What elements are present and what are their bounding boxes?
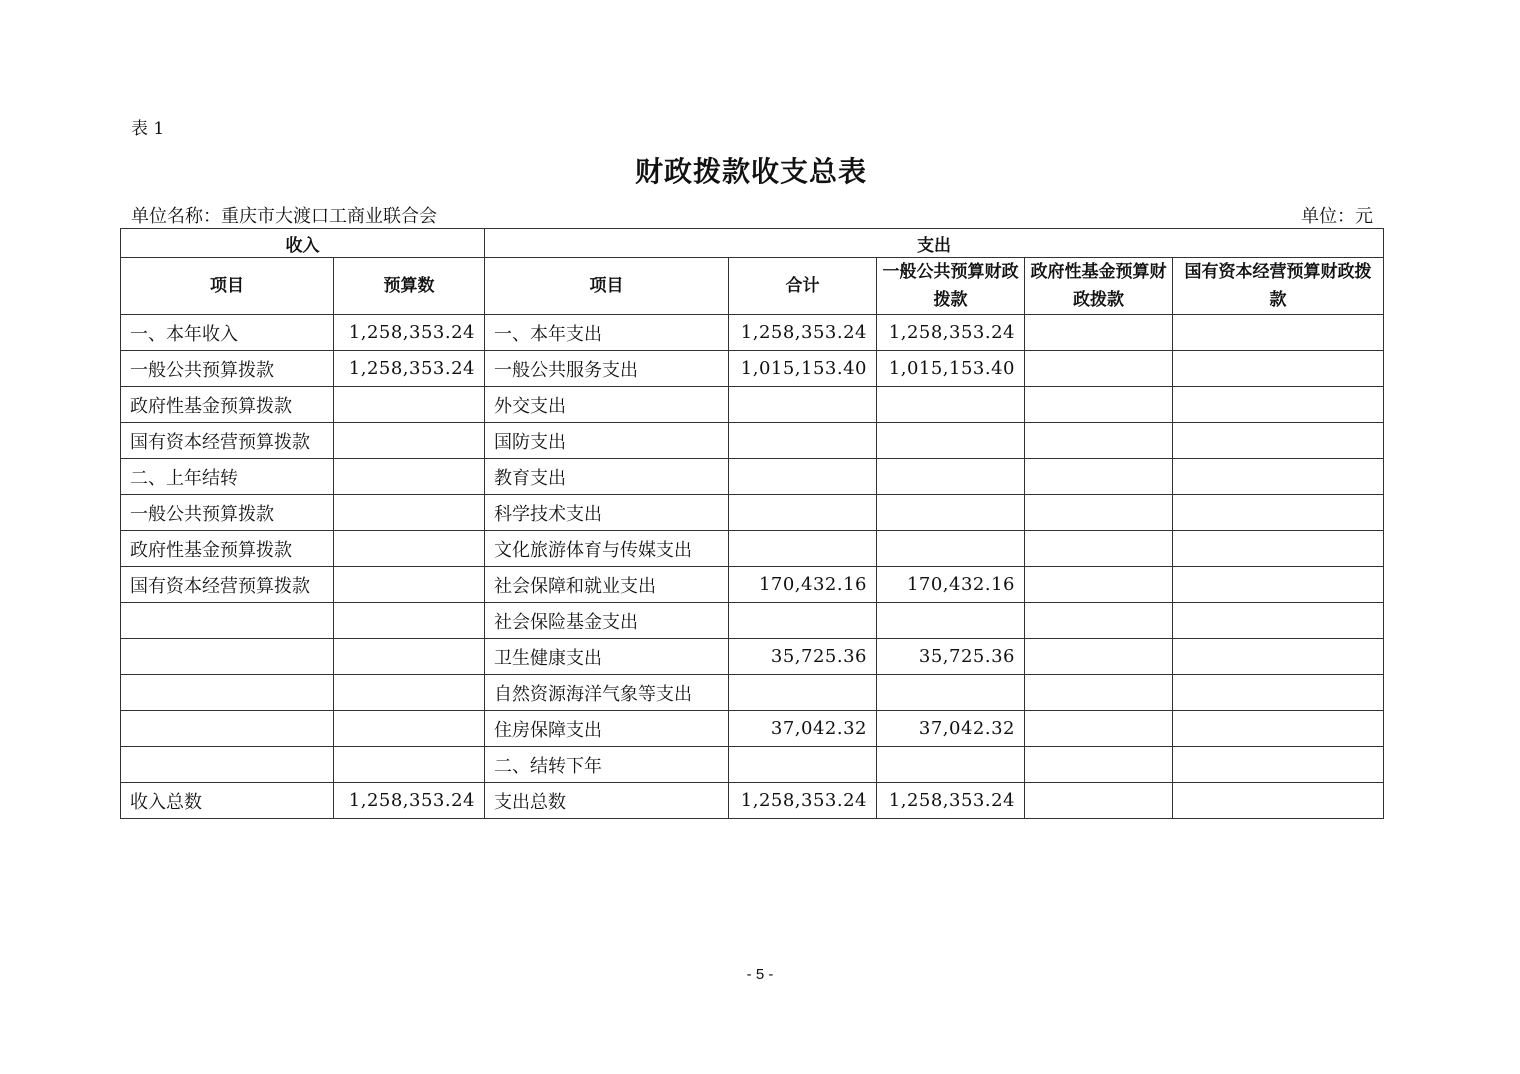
table-row — [121, 783, 1384, 819]
state-capital-cell — [1173, 783, 1384, 819]
income-amount-cell — [334, 639, 485, 675]
total-cell — [729, 531, 877, 567]
total-cell — [729, 603, 877, 639]
table-body — [121, 315, 1384, 819]
income-amount-cell — [334, 459, 485, 495]
fund-budget-cell — [1025, 315, 1173, 351]
general-budget-cell — [877, 747, 1025, 783]
expense-item-cell: 文化旅游体育与传媒支出 — [485, 531, 729, 567]
income-amount-cell: 1,258,353.24 — [334, 315, 485, 351]
general-budget-cell: 170,432.16 — [877, 567, 1025, 603]
state-capital-cell — [1173, 459, 1384, 495]
income-item-cell — [121, 639, 334, 675]
table-row — [121, 315, 1384, 351]
income-amount-cell — [334, 495, 485, 531]
general-budget-cell — [877, 459, 1025, 495]
fund-budget-cell — [1025, 531, 1173, 567]
total-cell — [729, 495, 877, 531]
general-budget-cell: 1,258,353.24 — [877, 315, 1025, 351]
fund-budget-cell — [1025, 783, 1173, 819]
state-capital-cell — [1173, 603, 1384, 639]
state-capital-cell — [1173, 675, 1384, 711]
state-capital-cell — [1173, 495, 1384, 531]
income-item-cell: 一般公共预算拨款 — [121, 351, 334, 387]
unit-name: 单位名称：重庆市大渡口工商业联合会 — [131, 206, 437, 227]
fund-budget-cell — [1025, 675, 1173, 711]
fiscal-appropriation-table — [120, 228, 1384, 819]
general-budget-cell — [877, 531, 1025, 567]
table-row — [121, 495, 1384, 531]
fund-budget-cell — [1025, 423, 1173, 459]
state-capital-cell — [1173, 711, 1384, 747]
expense-item-cell: 社会保障和就业支出 — [485, 567, 729, 603]
income-item-cell: 国有资本经营预算拨款 — [121, 423, 334, 459]
income-header: 收入 — [121, 229, 485, 258]
state-capital-cell — [1173, 531, 1384, 567]
expense-item-cell: 二、结转下年 — [485, 747, 729, 783]
table-row — [121, 423, 1384, 459]
income-item-cell — [121, 747, 334, 783]
total-cell: 1,015,153.40 — [729, 351, 877, 387]
general-budget-cell — [877, 387, 1025, 423]
income-item-cell: 收入总数 — [121, 783, 334, 819]
state-capital-cell — [1173, 747, 1384, 783]
table-row — [121, 603, 1384, 639]
income-item-cell — [121, 711, 334, 747]
income-amount-cell — [334, 603, 485, 639]
fund-budget-cell — [1025, 459, 1173, 495]
table-row — [121, 387, 1384, 423]
income-item-cell: 政府性基金预算拨款 — [121, 531, 334, 567]
expense-item-cell: 一、本年支出 — [485, 315, 729, 351]
expense-item-cell: 科学技术支出 — [485, 495, 729, 531]
expense-item-cell: 外交支出 — [485, 387, 729, 423]
income-item-cell: 一般公共预算拨款 — [121, 495, 334, 531]
expense-item-header: 项目 — [485, 258, 729, 315]
income-amount-cell — [334, 747, 485, 783]
total-header: 合计 — [729, 258, 877, 315]
page-title: 财政拨款收支总表 — [634, 155, 867, 188]
expense-item-cell: 社会保险基金支出 — [485, 603, 729, 639]
total-cell — [729, 459, 877, 495]
income-amount-cell — [334, 531, 485, 567]
income-amount-cell: 1,258,353.24 — [334, 783, 485, 819]
total-cell — [729, 387, 877, 423]
table-row — [121, 711, 1384, 747]
general-budget-cell — [877, 675, 1025, 711]
income-budget-header: 预算数 — [334, 258, 485, 315]
income-amount-cell — [334, 711, 485, 747]
general-budget-cell: 35,725.36 — [877, 639, 1025, 675]
general-budget-cell: 37,042.32 — [877, 711, 1025, 747]
total-cell — [729, 423, 877, 459]
income-item-header: 项目 — [121, 258, 334, 315]
income-item-cell: 政府性基金预算拨款 — [121, 387, 334, 423]
expense-item-cell: 卫生健康支出 — [485, 639, 729, 675]
table-row — [121, 531, 1384, 567]
expense-item-cell: 一般公共服务支出 — [485, 351, 729, 387]
fund-budget-cell — [1025, 747, 1173, 783]
fund-budget-cell — [1025, 495, 1173, 531]
fund-budget-header: 政府性基金预算财政拨款 — [1025, 258, 1173, 315]
total-cell: 35,725.36 — [729, 639, 877, 675]
expense-item-cell: 国防支出 — [485, 423, 729, 459]
expense-item-cell: 教育支出 — [485, 459, 729, 495]
income-item-cell: 国有资本经营预算拨款 — [121, 567, 334, 603]
total-cell: 1,258,353.24 — [729, 783, 877, 819]
income-amount-cell — [334, 567, 485, 603]
state-capital-cell — [1173, 423, 1384, 459]
fund-budget-cell — [1025, 639, 1173, 675]
income-item-cell: 二、上年结转 — [121, 459, 334, 495]
page-number: - 5 - — [746, 966, 774, 983]
total-cell: 170,432.16 — [729, 567, 877, 603]
income-amount-cell: 1,258,353.24 — [334, 351, 485, 387]
fund-budget-cell — [1025, 603, 1173, 639]
income-item-cell — [121, 675, 334, 711]
general-budget-cell — [877, 495, 1025, 531]
state-capital-cell — [1173, 639, 1384, 675]
table-row — [121, 747, 1384, 783]
income-amount-cell — [334, 387, 485, 423]
fund-budget-cell — [1025, 387, 1173, 423]
general-budget-cell: 1,258,353.24 — [877, 783, 1025, 819]
expense-item-cell: 自然资源海洋气象等支出 — [485, 675, 729, 711]
state-capital-cell — [1173, 315, 1384, 351]
expense-header: 支出 — [485, 229, 1384, 258]
total-cell — [729, 747, 877, 783]
income-item-cell: 一、本年收入 — [121, 315, 334, 351]
total-cell: 1,258,353.24 — [729, 315, 877, 351]
fund-budget-cell — [1025, 351, 1173, 387]
state-capital-cell — [1173, 567, 1384, 603]
general-budget-cell: 1,015,153.40 — [877, 351, 1025, 387]
state-capital-header: 国有资本经营预算财政拨款 — [1173, 258, 1384, 315]
table-number: 表 1 — [131, 119, 165, 139]
currency-unit: 单位：元 — [1301, 206, 1373, 227]
table-row — [121, 567, 1384, 603]
general-budget-cell — [877, 423, 1025, 459]
expense-item-cell: 支出总数 — [485, 783, 729, 819]
general-budget-cell — [877, 603, 1025, 639]
table-row — [121, 675, 1384, 711]
income-amount-cell — [334, 423, 485, 459]
fund-budget-cell — [1025, 711, 1173, 747]
table-row — [121, 351, 1384, 387]
state-capital-cell — [1173, 351, 1384, 387]
income-item-cell — [121, 603, 334, 639]
total-cell: 37,042.32 — [729, 711, 877, 747]
income-amount-cell — [334, 675, 485, 711]
state-capital-cell — [1173, 387, 1384, 423]
fund-budget-cell — [1025, 567, 1173, 603]
total-cell — [729, 675, 877, 711]
table-row — [121, 459, 1384, 495]
table-row — [121, 639, 1384, 675]
expense-item-cell: 住房保障支出 — [485, 711, 729, 747]
general-budget-header: 一般公共预算财政拨款 — [877, 258, 1025, 315]
